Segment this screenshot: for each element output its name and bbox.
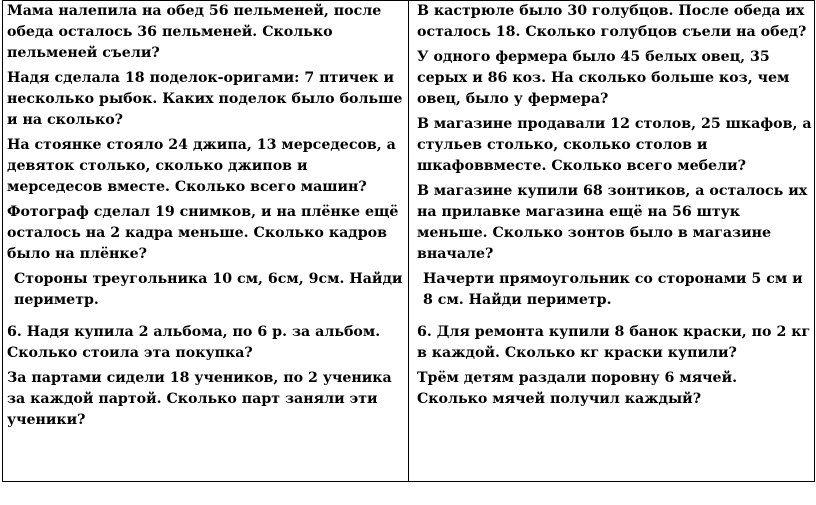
task-right-6: 6. Для ремонта купили 8 банок краски, по 2 кг в каждой. Сколько кг краски купили? xyxy=(417,324,811,361)
task-left-7: За партами сидели 18 учеников, по 2 ученика за каждой партой. Сколько парт заняли эти ученики? xyxy=(7,370,392,428)
task-right-3: В магазине продавали 12 столов, 25 шкафов, а стульев столько, сколько столов и шкафоввместе. Сколько всего мебели? xyxy=(417,116,812,174)
task-right-4: В магазине купили 68 зонтиков, а осталось их на прилавке магазина ещё на 56 штук меньше. Сколько зонтов было в магазине вначале? xyxy=(417,183,808,262)
task-column-left xyxy=(3,1,409,482)
task-left-4: Фотограф сделал 19 снимков, и на плёнке ещё осталось на 2 кадра меньше. Сколько кадров было на плёнке? xyxy=(7,204,399,262)
task-column-right xyxy=(409,1,815,482)
task-left-6: 6. Надя купила 2 альбома, по 6 р. за альбом. Сколько стоила эта покупка? xyxy=(7,324,381,361)
task-left-2: Надя сделала 18 поделок-оригами: 7 птичек и несколько рыбок. Каких поделок было больше и на сколько? xyxy=(7,70,403,128)
task-left-1: Мама налепила на обед 56 пельменей, после обеда осталось 36 пельменей. Сколько пельменей съели? xyxy=(7,3,382,61)
task-table xyxy=(2,0,815,482)
task-left-3: На стоянке стояло 24 джипа, 13 мерседесов, а девяток столько, сколько джипов и мерседесов вместе. Сколько всего машин? xyxy=(7,137,396,195)
task-left-5: Стороны треугольника 10 см, 6см, 9см. Найди периметр. xyxy=(14,271,403,308)
table-row xyxy=(3,1,815,482)
task-right-5: Начерти прямоугольник со сторонами 5 см и 8 см. Найди периметр. xyxy=(423,271,803,308)
task-right-2: У одного фермера было 45 белых овец, 35 серых и 86 коз. На сколько больше коз, чем овец, было у фермера? xyxy=(417,49,790,107)
task-right-7: Трём детям раздали поровну 6 мячей. Сколько мячей получил каждый? xyxy=(417,370,738,407)
task-right-1: В кастрюле было 30 голубцов. После обеда их осталось 18. Сколько голубцов съели на обед? xyxy=(417,3,807,40)
